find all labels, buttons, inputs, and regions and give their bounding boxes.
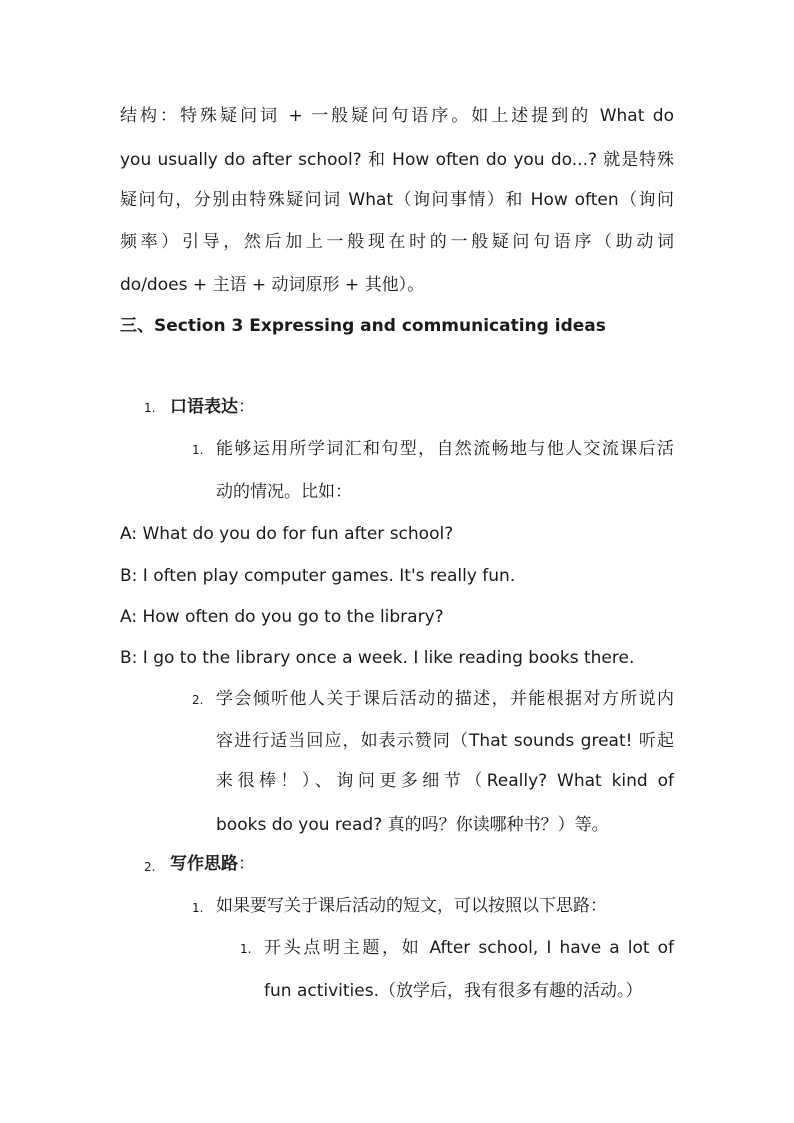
item1-sub2-line-3: 来很棒！）、询问更多细节（Really? What kind of: [216, 771, 674, 791]
item1-heading: [170, 396, 255, 418]
item1-title: 口语表达: [170, 397, 238, 417]
item2-subsub1-line-2: fun activities.（放学后，我有很多有趣的活动。）: [264, 981, 643, 1001]
item2-sub1-text: 如果要写关于课后活动的短文，可以按照以下思路：: [216, 896, 607, 916]
item2-subsub1-line-1: 开头点明主题，如 After school, I have a lot of: [264, 938, 674, 958]
item2-colon: ：: [238, 854, 255, 874]
item1-sub2-line-2: 容进行适当回应，如表示赞同（That sounds great! 听起: [216, 731, 674, 751]
item1-colon: ：: [238, 397, 255, 417]
structure-line-3: 疑问句，分别由特殊疑问词 What（询问事情）和 How often（询问: [120, 190, 674, 210]
dialogue-line-1: A: What do you do for fun after school?: [120, 524, 454, 544]
dialogue-line-4: B: I go to the library once a week. I like reading books there.: [120, 648, 635, 668]
item1-sub2-line-1: 学会倾听他人关于课后活动的描述，并能根据对方所说内: [216, 689, 674, 709]
item2-title: 写作思路: [170, 854, 238, 874]
item1-number: 1.: [144, 401, 156, 415]
structure-line-2: you usually do after school? 和 How often do you do...? 就是特殊: [120, 150, 674, 170]
structure-line-4: 频率）引导，然后加上一般现在时的一般疑问句语序（助动词: [120, 232, 674, 252]
item1-sub1-line-1: 能够运用所学词汇和句型，自然流畅地与他人交流课后活: [216, 439, 674, 459]
structure-line-5: do/does + 主语 + 动词原形 + 其他）。: [120, 275, 425, 295]
item1-sub1-line-2: 动的情况。比如：: [216, 482, 352, 502]
item2-heading: [170, 853, 255, 875]
dialogue-line-3: A: How often do you go to the library?: [120, 607, 444, 627]
structure-line-1: 结构：特殊疑问词 + 一般疑问句语序。如上述提到的 What do: [120, 106, 674, 126]
item1-sub1-number: 1.: [192, 443, 204, 457]
item1-sub2-number: 2.: [192, 693, 204, 707]
dialogue-line-2: B: I often play computer games. It's really fun.: [120, 566, 516, 586]
section-heading: 三、Section 3 Expressing and communicating ideas: [120, 316, 606, 336]
item2-subsub1-number: 1.: [240, 942, 252, 956]
item2-number: 2.: [144, 860, 156, 874]
item1-sub2-line-4: books do you read? 真的吗？你读哪种书？）等。: [216, 815, 609, 835]
item2-sub1-number: 1.: [192, 901, 204, 915]
